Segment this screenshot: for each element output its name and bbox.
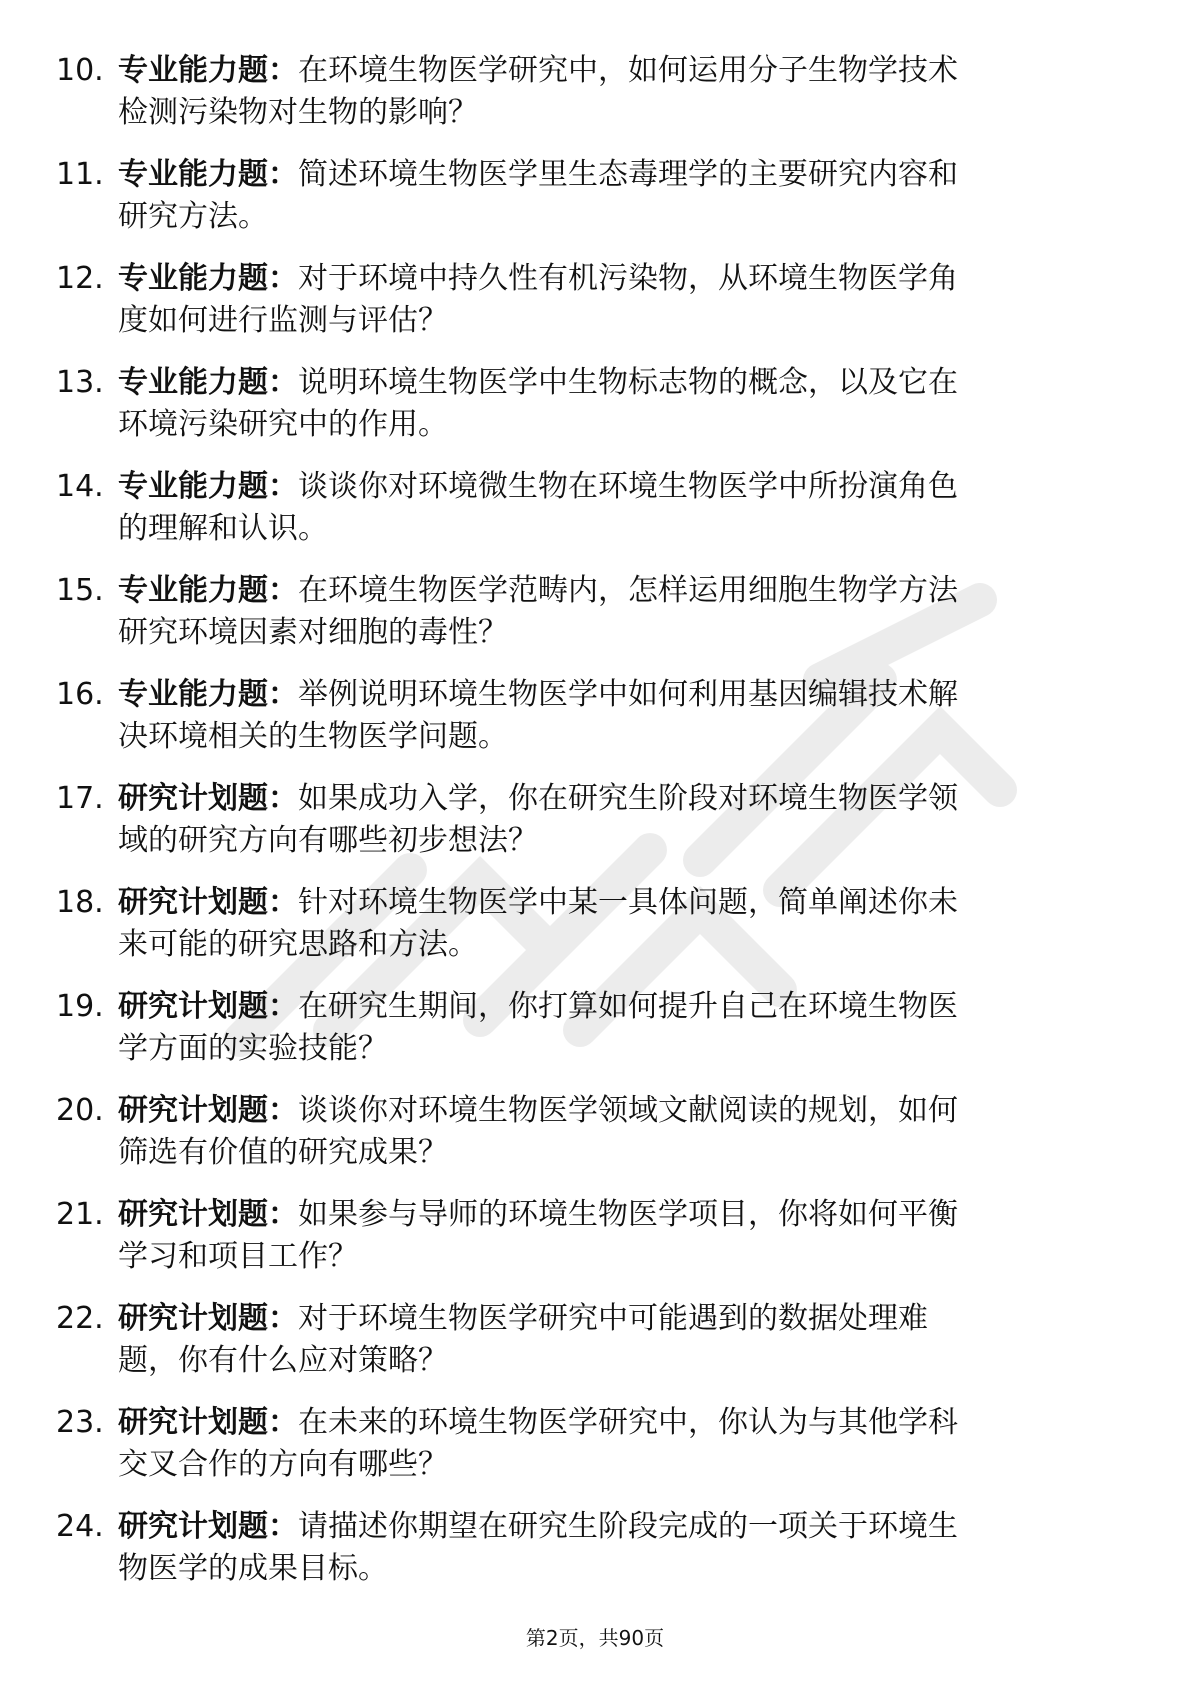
question-category: 专业能力题： [118, 469, 298, 504]
question-item [0, 1506, 1190, 1610]
question-number: 18. [56, 885, 104, 920]
question-line-1: 如果参与导师的环境生物医学项目，你将如何平衡 [298, 1197, 958, 1232]
question-item [0, 986, 1190, 1090]
question-number: 21. [56, 1197, 104, 1232]
question-line-2: 度如何进行监测与评估？ [118, 303, 448, 338]
question-category: 研究计划题： [118, 1093, 298, 1128]
question-item [0, 882, 1190, 986]
question-line-1: 在环境生物医学研究中，如何运用分子生物学技术 [298, 53, 958, 88]
question-category: 研究计划题： [118, 1197, 298, 1232]
question-item [0, 258, 1190, 362]
question-number: 12. [56, 261, 104, 296]
question-list [0, 50, 1190, 1610]
question-line-2: 来可能的研究思路和方法。 [118, 927, 478, 962]
question-text [118, 466, 1038, 550]
question-text [118, 154, 1038, 238]
question-text [118, 778, 1038, 862]
question-number: 24. [56, 1509, 104, 1544]
question-item [0, 1298, 1190, 1402]
question-line-2: 题，你有什么应对策略？ [118, 1343, 448, 1378]
question-line-1: 举例说明环境生物医学中如何利用基因编辑技术解 [298, 677, 958, 712]
question-item [0, 1090, 1190, 1194]
question-line-2: 物医学的成果目标。 [118, 1551, 388, 1586]
question-text [118, 1298, 1038, 1382]
question-number: 10. [56, 53, 104, 88]
question-text [118, 570, 1038, 654]
question-category: 研究计划题： [118, 1301, 298, 1336]
question-item [0, 674, 1190, 778]
question-text [118, 986, 1038, 1070]
question-line-2: 检测污染物对生物的影响？ [118, 95, 478, 130]
question-category: 研究计划题： [118, 885, 298, 920]
question-item [0, 1402, 1190, 1506]
question-item [0, 50, 1190, 154]
question-category: 专业能力题： [118, 573, 298, 608]
question-line-1: 在环境生物医学范畴内，怎样运用细胞生物学方法 [298, 573, 958, 608]
question-line-2: 环境污染研究中的作用。 [118, 407, 448, 442]
question-line-2: 学方面的实验技能？ [118, 1031, 388, 1066]
question-line-2: 研究环境因素对细胞的毒性？ [118, 615, 508, 650]
question-category: 研究计划题： [118, 989, 298, 1024]
question-text [118, 1506, 1038, 1590]
question-line-2: 域的研究方向有哪些初步想法？ [118, 823, 538, 858]
question-text [118, 674, 1038, 758]
question-line-1: 谈谈你对环境微生物在环境生物医学中所扮演角色 [298, 469, 958, 504]
question-number: 14. [56, 469, 104, 504]
question-number: 17. [56, 781, 104, 816]
question-item [0, 154, 1190, 258]
question-line-1: 针对环境生物医学中某一具体问题，简单阐述你未 [298, 885, 958, 920]
question-number: 11. [56, 157, 104, 192]
question-item [0, 570, 1190, 674]
question-category: 研究计划题： [118, 781, 298, 816]
question-line-2: 学习和项目工作？ [118, 1239, 358, 1274]
question-text [118, 362, 1038, 446]
question-category: 专业能力题： [118, 677, 298, 712]
question-line-2: 的理解和认识。 [118, 511, 328, 546]
question-category: 研究计划题： [118, 1405, 298, 1440]
question-text [118, 1194, 1038, 1278]
question-line-1: 在研究生期间，你打算如何提升自己在环境生物医 [298, 989, 958, 1024]
question-line-1: 谈谈你对环境生物医学领域文献阅读的规划，如何 [298, 1093, 958, 1128]
question-item [0, 466, 1190, 570]
question-number: 22. [56, 1301, 104, 1336]
question-line-1: 请描述你期望在研究生阶段完成的一项关于环境生 [298, 1509, 958, 1544]
question-number: 23. [56, 1405, 104, 1440]
question-item [0, 362, 1190, 466]
question-category: 专业能力题： [118, 53, 298, 88]
question-text [118, 1090, 1038, 1174]
question-line-1: 说明环境生物医学中生物标志物的概念，以及它在 [298, 365, 958, 400]
question-category: 专业能力题： [118, 365, 298, 400]
question-number: 19. [56, 989, 104, 1024]
question-number: 15. [56, 573, 104, 608]
page-footer: 第2页，共90页 [525, 1626, 665, 1650]
question-text [118, 50, 1038, 134]
question-line-1: 如果成功入学，你在研究生阶段对环境生物医学领 [298, 781, 958, 816]
question-text [118, 1402, 1038, 1486]
question-line-1: 简述环境生物医学里生态毒理学的主要研究内容和 [298, 157, 958, 192]
question-text [118, 882, 1038, 966]
question-text [118, 258, 1038, 342]
question-line-2: 筛选有价值的研究成果？ [118, 1135, 448, 1170]
question-line-2: 决环境相关的生物医学问题。 [118, 719, 508, 754]
question-number: 20. [56, 1093, 104, 1128]
question-number: 13. [56, 365, 104, 400]
question-category: 专业能力题： [118, 261, 298, 296]
question-category: 专业能力题： [118, 157, 298, 192]
question-number: 16. [56, 677, 104, 712]
question-line-2: 研究方法。 [118, 199, 268, 234]
question-line-2: 交叉合作的方向有哪些？ [118, 1447, 448, 1482]
question-line-1: 对于环境中持久性有机污染物，从环境生物医学角 [298, 261, 958, 296]
question-line-1: 对于环境生物医学研究中可能遇到的数据处理难 [298, 1301, 928, 1336]
question-line-1: 在未来的环境生物医学研究中，你认为与其他学科 [298, 1405, 958, 1440]
question-item [0, 778, 1190, 882]
question-item [0, 1194, 1190, 1298]
question-category: 研究计划题： [118, 1509, 298, 1544]
